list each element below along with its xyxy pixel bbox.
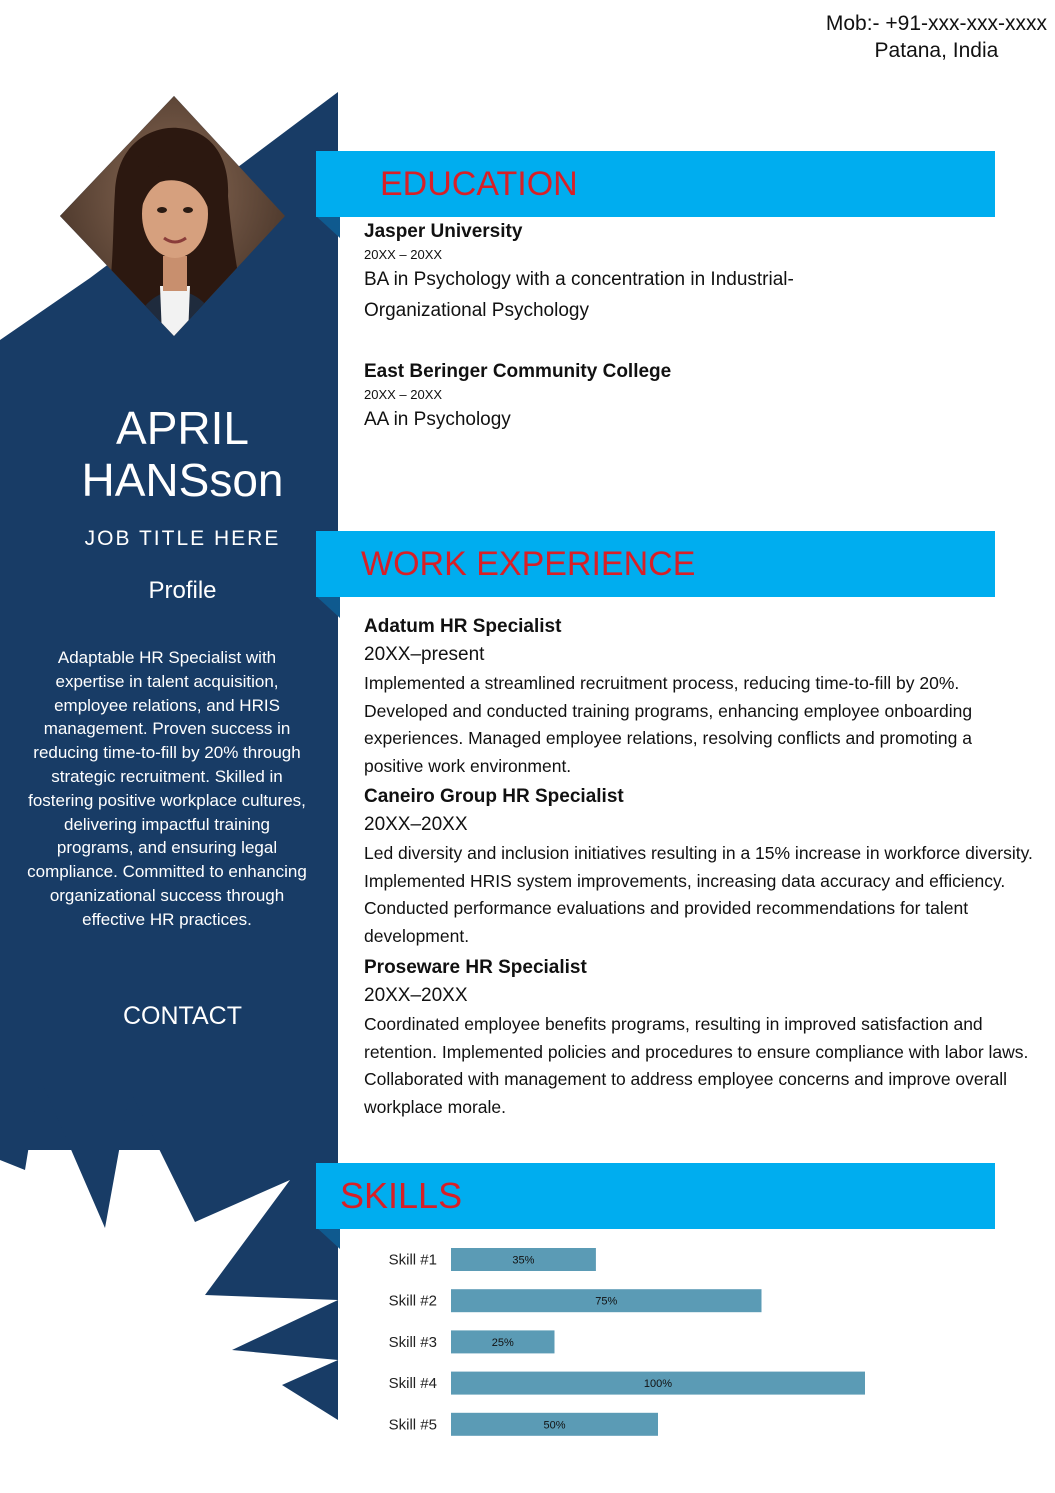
profile-heading: Profile [148, 577, 217, 604]
education-heading: EDUCATION [380, 165, 578, 203]
job-title-company: Proseware HR Specialist [364, 957, 587, 978]
work-banner-fold [316, 596, 340, 620]
job-entry [364, 955, 1034, 1121]
education-item [364, 220, 964, 326]
mobile-number: Mob:- +91-xxx-xxx-xxxx [825, 12, 1047, 35]
skill-label: Skill #3 [388, 1333, 437, 1351]
skills-banner [316, 1163, 995, 1229]
skills-heading: SKILLS [340, 1175, 463, 1216]
skill-value-label: 25% [491, 1336, 514, 1349]
skill-label: Skill #1 [388, 1251, 437, 1269]
location: Patana, India [874, 39, 999, 62]
contact-heading: CONTACT [123, 1002, 242, 1030]
work-heading: WORK EXPERIENCE [361, 545, 696, 583]
skill-value-label: 35% [512, 1254, 535, 1267]
skill-value-label: 100% [643, 1378, 673, 1391]
school-name: East Beringer Community College [364, 361, 672, 382]
school-years: 20XX – 20XX [364, 247, 443, 262]
job-entry [364, 784, 1034, 950]
skill-label: Skill #5 [388, 1416, 437, 1434]
name-first: APRIL [116, 402, 249, 454]
skill-value-label: 75% [595, 1295, 618, 1308]
job-description: Implemented a streamlined recruitment process, reducing time-to-fill by 20%. Developed and conducted training programs, enhancing employee onboarding experiences. Managed employee relations, resolving conflicts and promoting a positive work environment. [364, 673, 973, 776]
education-banner-fold [316, 216, 340, 240]
education-banner [316, 151, 995, 217]
job-description: Led diversity and inclusion initiatives resulting in a 15% increase in workforce diversity. Implemented HRIS system improvements, increasing data accuracy and efficiency. Conducted performance evaluations and provided recommendations for talent development. [364, 843, 1033, 946]
header-contact [826, 10, 1047, 64]
job-title-company: Adatum HR Specialist [364, 616, 562, 637]
degree: BA in Psychology with a concentration in Industrial- [364, 269, 794, 290]
profile-summary: Adaptable HR Specialist with expertise in talent acquisition, employee relations, and HRIS management. Proven success in reducing time-to-fill by 20% through strategic recruitment. Skilled in fostering positive workplace cultures, delivering impactful training programs, and ensuring legal compliance. Committed to enhancing organizational success through effective HR practices. [27, 648, 307, 929]
job-title: JOB TITLE HERE [84, 527, 281, 550]
job-title-company: Caneiro Group HR Specialist [364, 786, 624, 807]
job-description: Coordinated employee benefits programs, resulting in improved satisfaction and retention. Implemented policies and procedures to ensure compliance with labor laws. Collaborated with management to address employee concerns and improve overall workplace morale. [364, 1014, 1029, 1117]
skill-label: Skill #4 [388, 1375, 437, 1393]
work-banner [316, 531, 995, 597]
school-name: Jasper University [364, 221, 523, 242]
job-dates: 20XX–present [364, 644, 485, 665]
degree: AA in Psychology [364, 409, 511, 430]
job-dates: 20XX–20XX [364, 814, 468, 835]
candidate-name [30, 402, 335, 506]
profile-photo [60, 96, 285, 336]
job-entry [364, 614, 1034, 780]
degree-continued: Organizational Psychology [364, 300, 589, 321]
education-item [364, 360, 964, 435]
school-years: 20XX – 20XX [364, 387, 443, 402]
skills-chart [340, 1240, 900, 1450]
name-last: HANSson [81, 454, 284, 506]
skill-value-label: 50% [543, 1419, 566, 1432]
job-dates: 20XX–20XX [364, 985, 468, 1006]
skill-label: Skill #2 [388, 1292, 437, 1310]
skills-banner-fold [316, 1227, 340, 1251]
